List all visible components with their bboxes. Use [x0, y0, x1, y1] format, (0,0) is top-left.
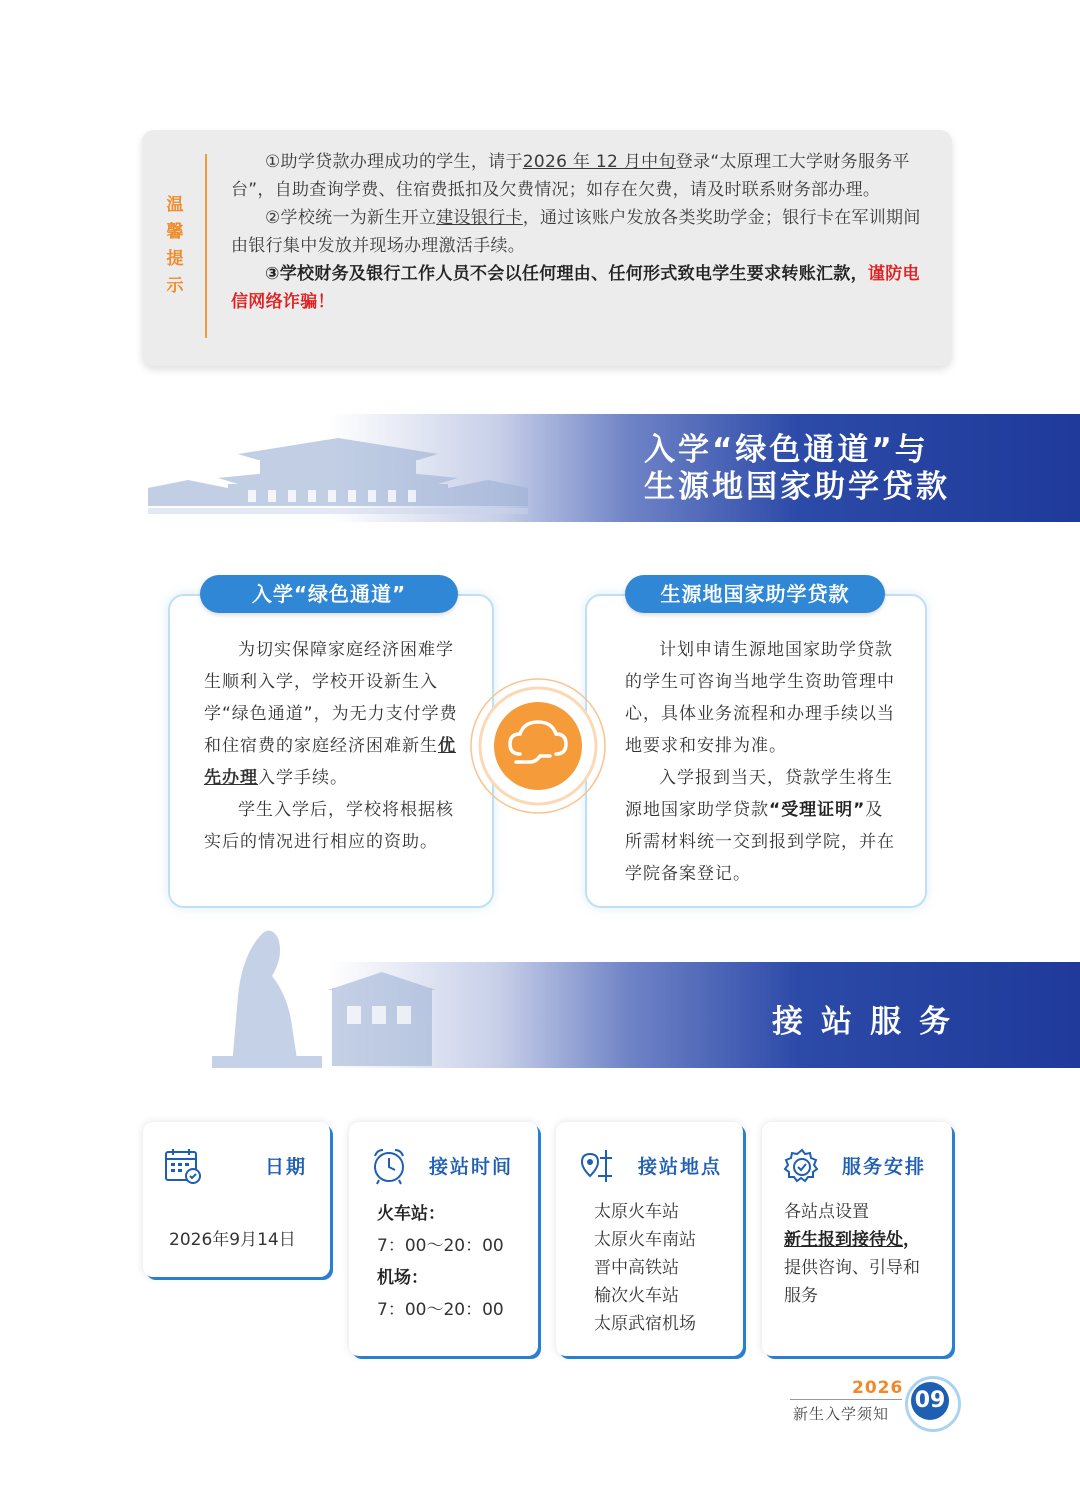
service-line-2 [784, 1226, 920, 1254]
section-banner-pickup [142, 962, 1080, 1068]
banner-title [644, 432, 950, 506]
notice-label-char: 提 [166, 249, 184, 269]
section-banner-green-channel [142, 414, 1080, 522]
pickup-location-title: 接站地点 [638, 1156, 723, 1178]
notice-item-1-date: 2026 年 12 月中旬 [522, 152, 676, 172]
footer-title: 新生入学须知 [793, 1405, 890, 1423]
train-station-label: 火车站： [377, 1204, 445, 1224]
location-item: 太原火车南站 [594, 1230, 696, 1250]
fraud-warning: 谨防电信网络诈骗！ [231, 264, 920, 312]
notice-label-char: 温 [166, 195, 184, 215]
location-item: 太原武宿机场 [594, 1314, 696, 1334]
notice-item-2-card: 建设银行卡 [436, 208, 523, 228]
student-loan-title: 生源地国家助学贷款 [625, 575, 885, 613]
location-item: 太原火车站 [594, 1202, 679, 1222]
student-loan-card [585, 594, 927, 908]
date-title: 日期 [265, 1156, 308, 1178]
banner-title-line-1: 入学“绿色通道”与 [644, 432, 929, 468]
notice-item-3 [231, 260, 931, 316]
notice-item-1 [231, 148, 931, 204]
student-loan-text [625, 634, 895, 890]
notice-label-char: 示 [166, 276, 184, 296]
green-channel-text [204, 634, 466, 858]
location-item: 晋中高铁站 [594, 1258, 679, 1278]
service-line-3: 提供咨询、引导和 [784, 1258, 920, 1278]
service-line-2-punct: ， [903, 1230, 920, 1250]
pickup-location-card [556, 1122, 743, 1356]
campus-building-illustration [148, 416, 528, 528]
service-arrangement-card [762, 1122, 952, 1356]
notice-item-3-text: ③学校财务及银行工作人员不会以任何理由、任何形式致电学生要求转账汇款， [265, 264, 868, 284]
student-loan-paragraph-2 [625, 762, 895, 890]
airport-time: 7：00～20：00 [377, 1300, 504, 1320]
notice-text [231, 148, 931, 316]
footer-divider [790, 1399, 902, 1400]
calendar-icon [163, 1146, 203, 1186]
service-arrangement-title: 服务安排 [842, 1156, 927, 1178]
notice-item-2-rest: ，通过该账户发放各类奖助学金；银行卡在军训期间由银行集中发放并现场办理激活手续。 [231, 208, 921, 256]
service-line-4: 服务 [784, 1286, 818, 1306]
green-channel-title: 入学“绿色通道” [200, 575, 458, 613]
page-number: 09 [911, 1382, 949, 1420]
green-channel-card [168, 594, 494, 908]
service-arrangement-body [784, 1198, 920, 1310]
pickup-time-title: 接站时间 [429, 1156, 514, 1178]
location-item: 榆次火车站 [594, 1286, 679, 1306]
notice-divider [205, 154, 207, 338]
campus-statue-illustration [142, 916, 462, 1076]
notice-item-1-rest: 登录“太原理工大学财务服务平台”，自助查询学费、住宿费抵扣及欠费情况；如存在欠费，请及时联系财务部办理。 [231, 152, 910, 200]
airport-label: 机场： [377, 1268, 428, 1288]
green-channel-paragraph-1 [204, 634, 466, 794]
date-card [143, 1122, 330, 1277]
notice-label [164, 192, 186, 300]
date-value: 2026年9月14日 [169, 1230, 296, 1250]
map-pin-route-icon [576, 1146, 616, 1186]
notice-item-2 [231, 204, 931, 260]
notice-item-1-text: ①助学贷款办理成功的学生，请于 [265, 152, 523, 172]
train-station-time: 7：00～20：00 [377, 1236, 504, 1256]
service-line-1: 各站点设置 [784, 1202, 869, 1222]
notice-box [142, 130, 952, 366]
pickup-location-list [594, 1198, 696, 1338]
notice-item-2-text: ②学校统一为新生开立 [265, 208, 437, 228]
notice-label-char: 馨 [166, 222, 184, 242]
student-loan-p2-tail: 及所需材料统一交到报到学院，并在学院备案登记。 [625, 800, 895, 884]
cloud-hand-icon [468, 676, 608, 816]
footer-year: 2026 [852, 1378, 904, 1398]
reception-desk: 新生报到接待处 [784, 1230, 903, 1250]
page-number-badge [905, 1376, 961, 1432]
student-loan-paragraph-1: 计划申请生源地国家助学贷款的学生可咨询当地学生资助管理中心，具体业务流程和办理手续以当地要求和安排为准。 [625, 640, 895, 756]
green-channel-paragraph-2: 学生入学后，学校将根据核实后的情况进行相应的资助。 [204, 800, 454, 852]
priority-handling: 优先办理 [204, 736, 456, 788]
alarm-clock-icon [369, 1146, 409, 1186]
pickup-time-body [377, 1198, 504, 1326]
pickup-time-card [349, 1122, 538, 1356]
green-channel-p1-tail: 入学手续。 [258, 768, 348, 788]
gear-check-icon [782, 1146, 822, 1186]
acceptance-certificate: “受理证明” [769, 800, 866, 820]
banner-title-line-2: 生源地国家助学贷款 [644, 469, 950, 505]
green-channel-p1-text: 为切实保障家庭经济困难学生顺利入学，学校开设新生入学“绿色通道”，为无力支付学费和住宿费的家庭经济困难新生 [204, 640, 458, 756]
banner-title: 接站服务 [772, 1004, 968, 1040]
student-loan-p2-text: 入学报到当天，贷款学生将生源地国家助学贷款 [625, 768, 893, 820]
